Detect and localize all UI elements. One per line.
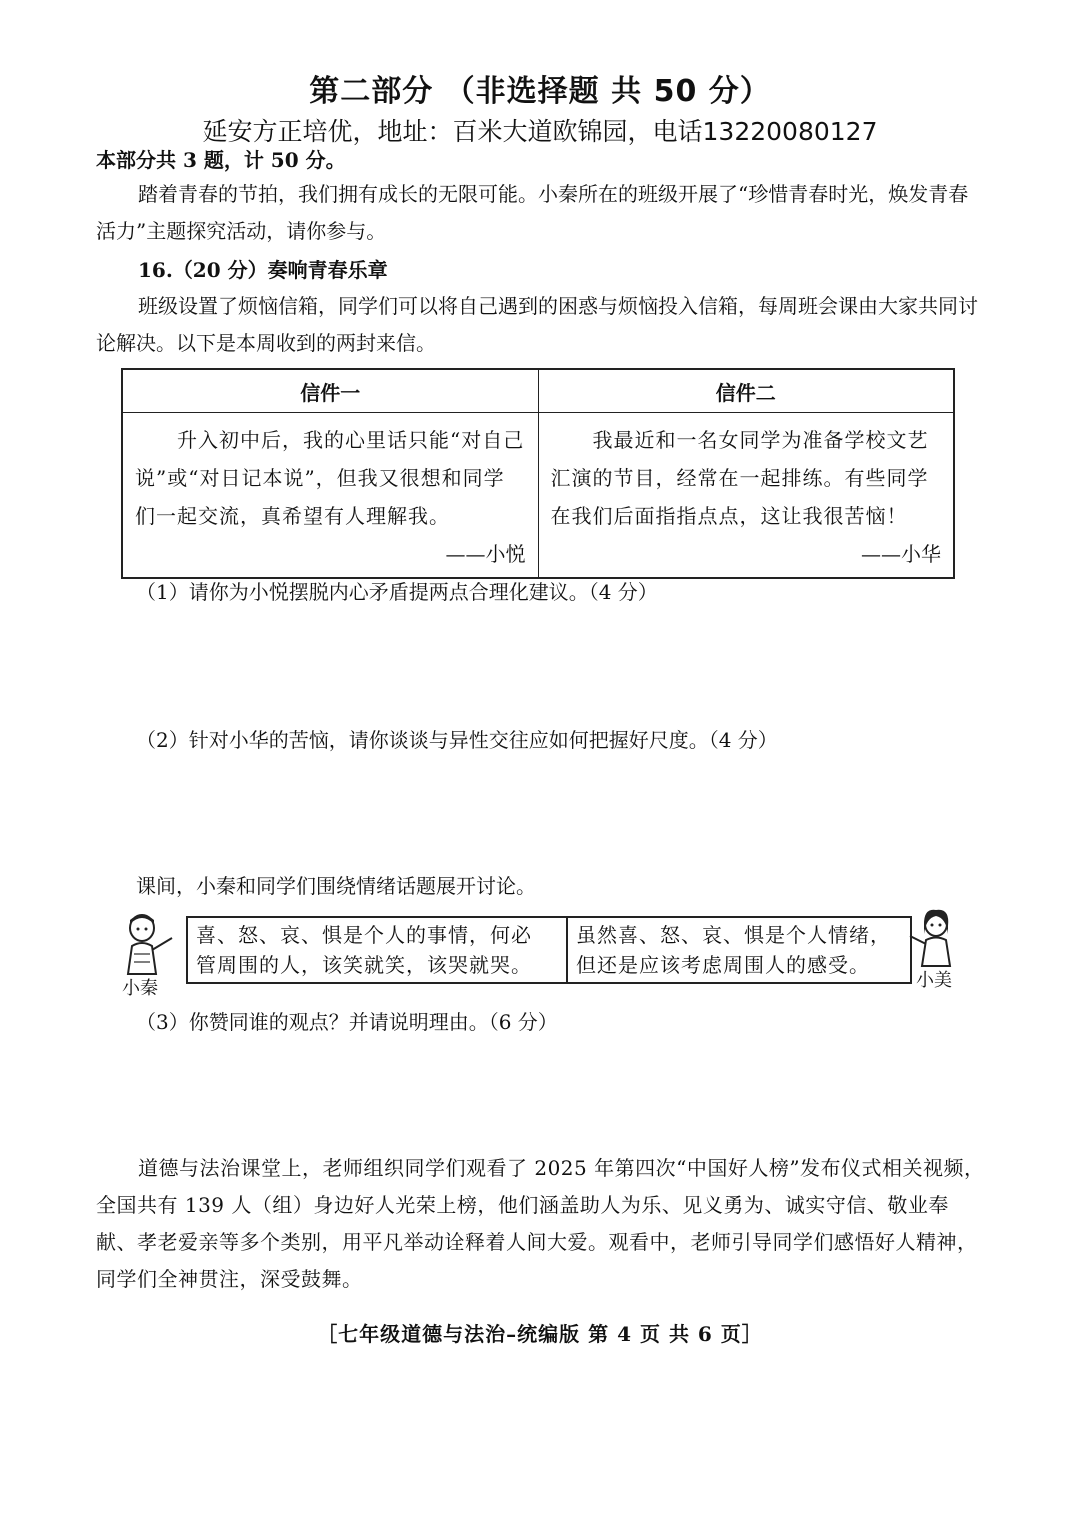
question-16-heading: 16.（20 分）奏响青春乐章 xyxy=(138,258,388,282)
next-section-paragraph: 道德与法治课堂上，老师组织同学们观看了 2025 年第四次“中国好人榜”发布仪式相关视频，全国共有 139 人（组）身边好人光荣上榜，他们涵盖助人为乐、见义勇为、诚实守信、敬业奉献、孝老爱亲等多个类别，用平凡举动诠释着人间大爱。观看中，老师引导同学们感悟好人精神，同学们全神贯注，深受鼓舞。 xyxy=(96,1156,985,1291)
speech-right-line-2: 但还是应该考虑周围人的感受。 xyxy=(576,953,870,977)
letter-1-body: 升入初中后，我的心里话只能“对自己说”或“对日记本说”，但我又很想和同学们一起交流，真希望有人理解我。 xyxy=(135,428,525,528)
speech-bubble-right xyxy=(566,916,912,984)
ad-line: 延安方正培优，地址：百米大道欧锦园，电话13220080127 xyxy=(202,117,878,146)
letter-2-title: 信件二 xyxy=(538,369,954,413)
sub-question-3: （3）你赞同谁的观点？并请说明理由。（6 分） xyxy=(136,1010,558,1034)
letters-table xyxy=(121,368,955,579)
letter-2-cell xyxy=(538,413,954,579)
question-16-text: 班级设置了烦恼信箱，同学们可以将自己遇到的困惑与烦恼投入信箱，每周班会课由大家共同讨论解决。以下是本周收到的两封来信。 xyxy=(96,294,978,355)
speech-left-line-2: 管周围的人，该笑就笑，该哭就哭。 xyxy=(196,953,532,977)
speaker-left-name: 小秦 xyxy=(122,978,158,999)
sub-question-2: （2）针对小华的苦恼，请你谈谈与异性交往应如何把握好尺度。（4 分） xyxy=(136,728,778,752)
discussion-intro: 课间，小秦和同学们围绕情绪话题展开讨论。 xyxy=(136,874,536,898)
letter-2-signature: ——小华 xyxy=(861,542,941,566)
intro-paragraph: 踏着青春的节拍，我们拥有成长的无限可能。小秦所在的班级开展了“珍惜青春时光，焕发青春活力”主题探究活动，请你参与。 xyxy=(96,182,969,243)
student-xiaomei-icon xyxy=(906,908,962,970)
letter-1-signature: ——小悦 xyxy=(445,542,526,566)
sub-question-1: （1）请你为小悦摆脱内心矛盾提两点合理化建议。（4 分） xyxy=(136,580,658,604)
letter-1-cell xyxy=(122,413,538,579)
speech-left-line-1: 喜、怒、哀、惧是个人的事情，何必 xyxy=(196,923,532,947)
speech-right-line-1: 虽然喜、怒、哀、惧是个人情绪， xyxy=(576,923,891,947)
student-xiaoqin-icon xyxy=(116,912,180,978)
letter-1-title: 信件一 xyxy=(122,369,538,413)
letter-2-body: 我最近和一名女同学为准备学校文艺汇演的节目，经常在一起排练。有些同学在我们后面指指点点，这让我很苦恼！ xyxy=(550,428,929,528)
section-summary: 本部分共 3 题，计 50 分。 xyxy=(96,148,346,172)
section-title: 第二部分 （非选择题 共 50 分） xyxy=(309,74,771,109)
speech-bubble-left xyxy=(186,916,568,984)
page-footer: ［七年级道德与法治–统编版 第 4 页 共 6 页］ xyxy=(317,1322,763,1346)
speaker-right-name: 小美 xyxy=(916,970,952,991)
